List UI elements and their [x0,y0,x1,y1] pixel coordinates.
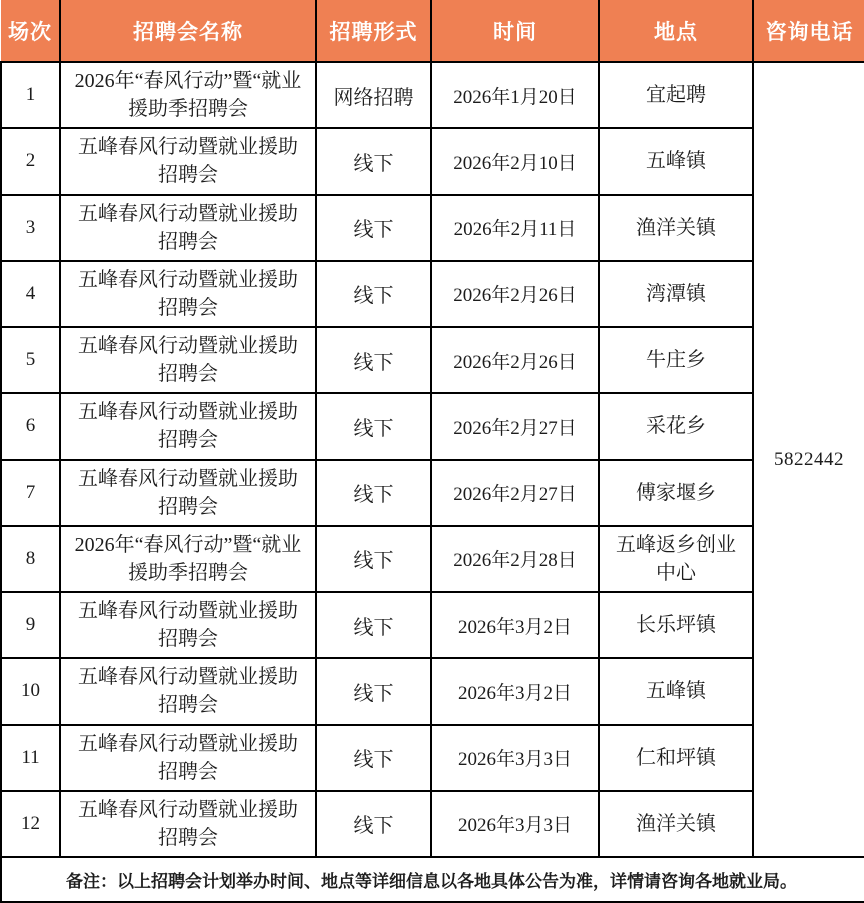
table-row [1,128,864,194]
fair-name-cell: 五峰春风行动暨就业援助招聘会 [60,592,316,658]
table-row [1,327,864,393]
table-row [1,62,864,128]
session-cell: 9 [1,592,60,658]
table-row [1,393,864,459]
location-cell: 牛庄乡 [599,327,753,393]
form-cell: 线下 [316,791,431,857]
location-cell: 傅家堰乡 [599,460,753,526]
session-cell: 10 [1,658,60,724]
form-cell: 线下 [316,725,431,791]
table-header-row [1,0,864,62]
table-row [1,725,864,791]
fair-name-cell: 五峰春风行动暨就业援助招聘会 [60,393,316,459]
fair-name-cell: 五峰春风行动暨就业援助招聘会 [60,128,316,194]
form-cell: 线下 [316,393,431,459]
location-cell: 五峰镇 [599,128,753,194]
date-cell: 2026年3月2日 [431,658,599,724]
fair-name-cell: 五峰春风行动暨就业援助招聘会 [60,725,316,791]
form-cell: 线下 [316,128,431,194]
footer-note: 备注：以上招聘会计划举办时间、地点等详细信息以各地具体公告为准，详情请咨询各地就业局。 [1,857,864,902]
session-cell: 5 [1,327,60,393]
form-cell: 线下 [316,592,431,658]
date-cell: 2026年1月20日 [431,62,599,128]
location-cell: 宜起聘 [599,62,753,128]
form-cell: 线下 [316,460,431,526]
session-cell: 7 [1,460,60,526]
location-cell: 渔洋关镇 [599,791,753,857]
date-cell: 2026年3月3日 [431,791,599,857]
session-cell: 6 [1,393,60,459]
location-cell: 湾潭镇 [599,261,753,327]
table-row [1,592,864,658]
location-cell: 渔洋关镇 [599,195,753,261]
location-cell: 长乐坪镇 [599,592,753,658]
date-cell: 2026年3月3日 [431,725,599,791]
fair-name-cell: 五峰春风行动暨就业援助招聘会 [60,261,316,327]
table-row [1,261,864,327]
footer-note-row [1,857,864,902]
session-cell: 2 [1,128,60,194]
table-row [1,195,864,261]
date-cell: 2026年2月10日 [431,128,599,194]
fair-name-cell: 五峰春风行动暨就业援助招聘会 [60,658,316,724]
column-header-time: 时间 [431,0,599,62]
form-cell: 线下 [316,195,431,261]
location-cell: 五峰返乡创业中心 [599,526,753,592]
table-row [1,526,864,592]
form-cell: 线下 [316,526,431,592]
form-cell: 线下 [316,658,431,724]
session-cell: 4 [1,261,60,327]
date-cell: 2026年2月26日 [431,327,599,393]
location-cell: 五峰镇 [599,658,753,724]
phone-cell: 5822442 [753,62,864,857]
date-cell: 2026年2月27日 [431,393,599,459]
date-cell: 2026年2月28日 [431,526,599,592]
table-row [1,658,864,724]
fair-name-cell: 2026年“春风行动”暨“就业援助季招聘会 [60,62,316,128]
fair-name-cell: 五峰春风行动暨就业援助招聘会 [60,791,316,857]
session-cell: 12 [1,791,60,857]
form-cell: 线下 [316,261,431,327]
date-cell: 2026年2月11日 [431,195,599,261]
date-cell: 2026年2月27日 [431,460,599,526]
column-header-fair-name: 招聘会名称 [60,0,316,62]
fair-name-cell: 2026年“春风行动”暨“就业援助季招聘会 [60,526,316,592]
session-cell: 8 [1,526,60,592]
form-cell: 网络招聘 [316,62,431,128]
form-cell: 线下 [316,327,431,393]
column-header-phone: 咨询电话 [753,0,864,62]
date-cell: 2026年3月2日 [431,592,599,658]
session-cell: 11 [1,725,60,791]
fair-name-cell: 五峰春风行动暨就业援助招聘会 [60,195,316,261]
location-cell: 采花乡 [599,393,753,459]
table-row [1,791,864,857]
date-cell: 2026年2月26日 [431,261,599,327]
session-cell: 1 [1,62,60,128]
fair-name-cell: 五峰春风行动暨就业援助招聘会 [60,460,316,526]
column-header-location: 地点 [599,0,753,62]
column-header-session: 场次 [1,0,60,62]
session-cell: 3 [1,195,60,261]
column-header-form: 招聘形式 [316,0,431,62]
fair-name-cell: 五峰春风行动暨就业援助招聘会 [60,327,316,393]
location-cell: 仁和坪镇 [599,725,753,791]
table-row [1,460,864,526]
